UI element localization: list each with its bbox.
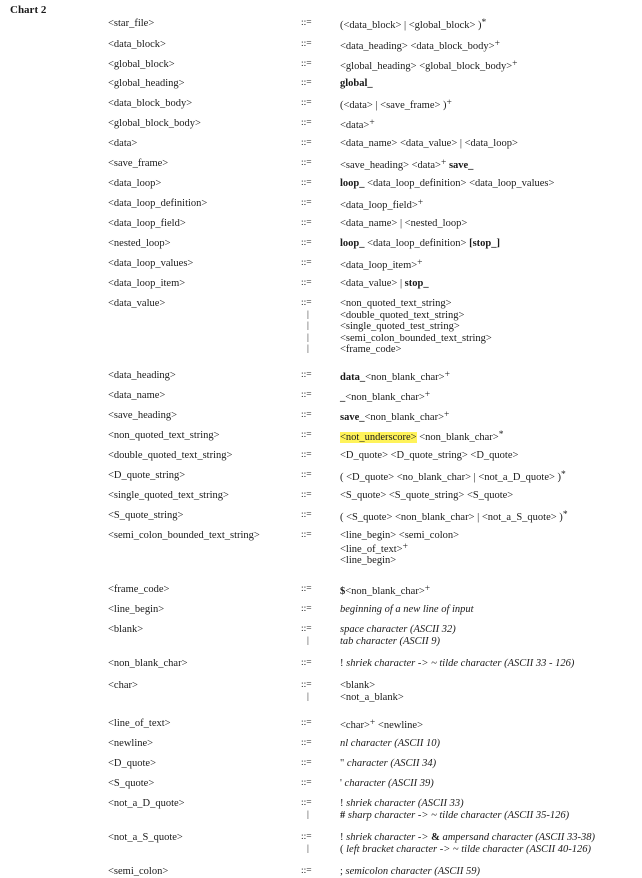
definition-token: <data_loop_definition> <box>364 238 470 249</box>
rule-definition <box>340 118 638 132</box>
definition-token: global_ <box>340 78 373 89</box>
definition-line <box>340 278 638 290</box>
rule-operators <box>301 680 312 703</box>
rule-nonterminal: <D_quote_string> <box>108 470 186 481</box>
definition-operator: ::= <box>301 298 312 308</box>
definition-token: <non_quoted_text_string> <box>340 298 452 309</box>
rule-operators <box>301 39 312 51</box>
definition-operator <box>301 542 312 554</box>
alternative-bar: | <box>307 635 309 646</box>
definition-token: <data_name> | <nested_loop> <box>340 218 468 229</box>
alternative-bar: | <box>307 344 309 355</box>
definition-line <box>340 198 638 212</box>
rule-definition <box>340 298 638 356</box>
rule-operators <box>301 584 312 596</box>
definition-token: shriek character -> <box>346 832 432 843</box>
definition-operator: ::= <box>301 510 312 520</box>
definition-token: <data_heading> <data_block_body> <box>340 41 495 52</box>
definition-token: <data_value> | <box>340 278 405 289</box>
definition-token: <data_loop_item> <box>340 260 418 271</box>
definition-token: <double_quoted_text_string> <box>340 309 465 321</box>
rule-nonterminal: <data_value> <box>108 298 166 309</box>
definition-token: save_ <box>448 160 474 171</box>
rule-definition <box>340 718 638 732</box>
definition-operator: ::= <box>301 78 312 88</box>
definition-operator <box>301 553 312 565</box>
rule-nonterminal: <non_blank_char> <box>108 658 188 669</box>
rule-nonterminal: <non_quoted_text_string> <box>108 430 220 441</box>
definition-line <box>340 178 638 190</box>
definition-line <box>340 238 638 250</box>
definition-line <box>340 344 638 356</box>
definition-token: ampersand character (ASCII 33-38) <box>442 832 595 843</box>
definition-token: _ <box>340 392 346 403</box>
definition-line <box>340 866 638 878</box>
repetition-marker: + <box>402 541 408 552</box>
rule-definition <box>340 832 638 855</box>
repetition-marker: * <box>562 510 568 520</box>
rule-nonterminal: <D_quote> <box>108 758 157 769</box>
definition-line <box>340 450 638 462</box>
definition-operator: ::= <box>301 490 312 500</box>
alternative-bar: | <box>307 843 309 854</box>
definition-token: loop_ <box>340 238 365 249</box>
rule-operators <box>301 410 312 422</box>
definition-line <box>340 410 638 424</box>
rule-operators <box>301 866 312 878</box>
rule-nonterminal: <save_heading> <box>108 410 177 421</box>
definition-line <box>340 310 638 322</box>
repetition-marker: + <box>417 258 423 268</box>
definition-token: <single_quoted_test_string> <box>340 321 460 333</box>
rule-definition <box>340 450 638 462</box>
definition-line <box>340 542 638 556</box>
definition-token: character (ASCII 39) <box>344 778 434 789</box>
repetition-marker: + <box>446 98 452 108</box>
rule-operators <box>301 490 312 502</box>
rule-operators <box>301 78 312 90</box>
definition-line <box>340 321 638 333</box>
definition-token: ! <box>340 658 347 669</box>
rule-operators <box>301 470 312 482</box>
definition-line <box>340 604 638 616</box>
rule-nonterminal: <char> <box>108 680 138 691</box>
definition-line <box>340 510 638 524</box>
rule-operators <box>301 278 312 290</box>
rule-operators <box>301 18 312 30</box>
definition-operator: ::= <box>301 530 312 540</box>
definition-token: <line_of_text> <box>340 543 403 555</box>
rule-operators <box>301 98 312 110</box>
repetition-marker: + <box>440 158 447 168</box>
rule-operators <box>301 658 312 670</box>
rule-operators <box>301 718 312 730</box>
definition-operator: ::= <box>301 39 312 49</box>
rule-nonterminal: <star_file> <box>108 18 155 29</box>
rule-definition <box>340 490 638 502</box>
definition-operator: ::= <box>301 118 312 128</box>
rule-definition <box>340 658 638 670</box>
rule-nonterminal: <data_loop> <box>108 178 162 189</box>
definition-operator: ::= <box>301 278 312 288</box>
definition-token: save_ <box>340 412 365 423</box>
definition-token: beginning of a new line of input <box>340 604 474 615</box>
definition-token: ! <box>340 832 347 843</box>
rule-operators <box>301 798 312 821</box>
definition-token: <global_heading> <global_block_body> <box>340 61 513 72</box>
definition-operator: ::= <box>301 370 312 380</box>
definition-operator: ::= <box>301 218 312 228</box>
rule-definition <box>340 370 638 384</box>
repetition-marker: + <box>512 59 518 69</box>
definition-token: ( <box>340 843 347 855</box>
alternative-bar: | <box>307 332 309 343</box>
definition-operator: ::= <box>301 738 312 748</box>
rule-definition <box>340 138 638 150</box>
definition-operator: ::= <box>301 59 312 69</box>
definition-token: shriek character (ASCII 33) <box>346 798 464 809</box>
definition-token: <D_quote> <D_quote_string> <D_quote> <box>340 450 519 461</box>
definition-line <box>340 810 638 822</box>
definition-token: <data> <box>340 120 370 131</box>
definition-token: [stop_] <box>469 238 501 249</box>
rule-definition <box>340 178 638 190</box>
rule-nonterminal: <single_quoted_text_string> <box>108 490 229 501</box>
rule-operators <box>301 138 312 150</box>
definition-token: <data_loop_field> <box>340 200 418 211</box>
definition-token: <not_a_blank> <box>340 691 404 703</box>
definition-operator: ::= <box>301 624 312 634</box>
rule-operators <box>301 118 312 130</box>
rule-nonterminal: <line_of_text> <box>108 718 171 729</box>
definition-operator: ::= <box>301 450 312 460</box>
definition-token: <newline> <box>375 720 423 731</box>
highlighted-term: <not_underscore> <box>340 432 417 443</box>
repetition-marker: + <box>494 39 500 49</box>
definition-token: <line_begin> <box>340 555 397 567</box>
definition-line <box>340 490 638 502</box>
definition-operator: ::= <box>301 718 312 728</box>
alternative-bar: | <box>307 321 309 332</box>
rule-definition <box>340 584 638 598</box>
definition-operator: ::= <box>301 584 312 594</box>
rule-nonterminal: <data_block_body> <box>108 98 193 109</box>
definition-token: <semi_colon_bounded_text_string> <box>340 332 492 344</box>
definition-token: <line_begin> <semi_colon> <box>340 530 460 541</box>
definition-token: <non_blank_char> <box>364 412 444 423</box>
rule-nonterminal: <global_block> <box>108 59 175 70</box>
definition-token: <S_quote> <S_quote_string> <S_quote> <box>340 490 514 501</box>
repetition-marker: + <box>444 370 450 380</box>
definition-operator: ::= <box>301 604 312 614</box>
chart-title: Chart 2 <box>10 4 47 16</box>
definition-operator: ::= <box>301 138 312 148</box>
definition-line <box>340 692 638 704</box>
definition-token: <data_loop_definition> <data_loop_values> <box>364 178 555 189</box>
rule-operators <box>301 738 312 750</box>
definition-operator: ::= <box>301 178 312 188</box>
rule-operators <box>301 510 312 522</box>
repetition-marker: * <box>481 18 487 28</box>
rule-nonterminal: <S_quote_string> <box>108 510 184 521</box>
definition-line <box>340 658 638 670</box>
rule-definition <box>340 778 638 790</box>
definition-line <box>340 530 638 542</box>
rule-definition <box>340 624 638 647</box>
definition-token: <non_blank_char> <box>345 586 425 597</box>
rule-operators <box>301 390 312 402</box>
definition-line <box>340 158 638 172</box>
rule-nonterminal: <semi_colon_bounded_text_string> <box>108 530 260 541</box>
rule-operators <box>301 158 312 170</box>
definition-line <box>340 624 638 636</box>
definition-line <box>340 584 638 598</box>
rule-definition <box>340 798 638 821</box>
rule-operators <box>301 450 312 462</box>
alternative-bar: | <box>307 309 309 320</box>
definition-line <box>340 680 638 692</box>
definition-line <box>340 718 638 732</box>
rule-definition <box>340 530 638 567</box>
definition-operator: ::= <box>301 658 312 668</box>
rule-definition <box>340 604 638 616</box>
definition-operator: ::= <box>301 470 312 480</box>
definition-line <box>340 470 638 484</box>
rule-nonterminal: <line_begin> <box>108 604 165 615</box>
rule-definition <box>340 410 638 424</box>
definition-line <box>340 18 638 32</box>
rule-operators <box>301 258 312 270</box>
rule-operators <box>301 624 312 647</box>
rule-nonterminal: <not_a_S_quote> <box>108 832 183 843</box>
rule-definition <box>340 258 638 272</box>
definition-operator: ::= <box>301 18 312 28</box>
rule-definition <box>340 758 638 770</box>
definition-token: (<data> | <save_frame> ) <box>340 100 447 111</box>
rule-nonterminal: <global_block_body> <box>108 118 201 129</box>
definition-token: $ <box>340 586 346 597</box>
definition-line <box>340 218 638 230</box>
definition-token: tab character (ASCII 9) <box>340 635 441 647</box>
definition-token: shriek character -> ~ tilde character (ASCII 33 - 126) <box>346 658 575 669</box>
rule-operators <box>301 604 312 616</box>
definition-line <box>340 636 638 648</box>
rule-nonterminal: <data_heading> <box>108 370 176 381</box>
rule-nonterminal: <frame_code> <box>108 584 170 595</box>
rule-definition <box>340 39 638 53</box>
rule-nonterminal: <data_loop_item> <box>108 278 186 289</box>
rule-operators <box>301 430 312 442</box>
definition-operator: ::= <box>301 758 312 768</box>
rule-operators <box>301 370 312 382</box>
rule-operators <box>301 178 312 190</box>
alternative-bar: | <box>307 691 309 702</box>
repetition-marker: * <box>561 470 566 480</box>
rule-definition <box>340 78 638 90</box>
definition-token: sharp character -> ~ tilde character (ASCII 35-126) <box>347 809 570 821</box>
definition-token: data_ <box>340 372 366 383</box>
definition-line <box>340 258 638 272</box>
rule-definition <box>340 866 638 878</box>
definition-token: ( <S_quote> <non_blank_char> | <not_a_S_quote> ) <box>340 512 563 523</box>
definition-operator: ::= <box>301 98 312 108</box>
rule-definition <box>340 738 638 750</box>
rule-definition <box>340 470 638 484</box>
rule-nonterminal: <global_heading> <box>108 78 185 89</box>
definition-line <box>340 39 638 53</box>
definition-token: " <box>340 758 347 769</box>
definition-line <box>340 370 638 384</box>
rule-nonterminal: <data_loop_definition> <box>108 198 208 209</box>
definition-operator: ::= <box>301 198 312 208</box>
definition-token: <blank> <box>340 680 376 691</box>
rule-nonterminal: <semi_colon> <box>108 866 169 877</box>
definition-operator: ::= <box>301 410 312 420</box>
rule-nonterminal: <data> <box>108 138 138 149</box>
rule-nonterminal: <blank> <box>108 624 144 635</box>
definition-line <box>340 78 638 90</box>
rule-definition <box>340 278 638 290</box>
definition-line <box>340 59 638 73</box>
definition-line <box>340 555 638 567</box>
definition-operator: ::= <box>301 832 312 842</box>
definition-token: nl character (ASCII 10) <box>340 738 441 749</box>
rule-nonterminal: <nested_loop> <box>108 238 171 249</box>
rule-definition <box>340 680 638 703</box>
rule-nonterminal: <data_loop_values> <box>108 258 194 269</box>
rule-operators <box>301 778 312 790</box>
rule-operators <box>301 298 312 356</box>
rule-operators <box>301 758 312 770</box>
rule-definition <box>340 158 638 172</box>
definition-token: character (ASCII 34) <box>346 758 437 769</box>
repetition-marker: + <box>369 118 375 128</box>
definition-token: stop_ <box>404 278 429 289</box>
definition-operator: ::= <box>301 390 312 400</box>
definition-line <box>340 430 638 444</box>
definition-operator: ::= <box>301 778 312 788</box>
rule-operators <box>301 238 312 250</box>
definition-token: <non_blank_char> <box>416 432 499 443</box>
rule-nonterminal: <data_block> <box>108 39 166 50</box>
definition-line <box>340 832 638 844</box>
definition-token: ! <box>340 798 347 809</box>
repetition-marker: + <box>424 390 431 400</box>
rule-definition <box>340 390 638 404</box>
definition-token: & <box>431 832 443 843</box>
definition-operator: ::= <box>301 158 312 168</box>
rule-nonterminal: <data_name> <box>108 390 166 401</box>
alternative-bar: | <box>307 809 309 820</box>
definition-operator: ::= <box>301 866 312 876</box>
definition-token: <save_heading> <data> <box>340 160 441 171</box>
definition-token: <non_blank_char> <box>365 372 445 383</box>
definition-token: ; <box>340 866 346 877</box>
definition-operator: ::= <box>301 258 312 268</box>
repetition-marker: + <box>424 584 431 594</box>
rule-definition <box>340 238 638 250</box>
definition-line <box>340 798 638 810</box>
definition-token: <frame_code> <box>340 344 402 356</box>
definition-line <box>340 390 638 404</box>
repetition-marker: * <box>498 430 504 440</box>
definition-token: <data_name> <data_value> | <data_loop> <box>340 138 518 149</box>
definition-token: (<data_block> | <global_block> ) <box>340 20 482 31</box>
repetition-marker: + <box>444 410 450 420</box>
rule-operators <box>301 530 312 565</box>
definition-line <box>340 738 638 750</box>
definition-line <box>340 98 638 112</box>
rule-nonterminal: <save_frame> <box>108 158 169 169</box>
rule-nonterminal: <S_quote> <box>108 778 155 789</box>
rule-definition <box>340 510 638 524</box>
definition-operator: ::= <box>301 680 312 690</box>
rule-operators <box>301 218 312 230</box>
definition-line <box>340 844 638 856</box>
definition-line <box>340 118 638 132</box>
definition-token: space character (ASCII 32) <box>340 624 456 635</box>
definition-line <box>340 758 638 770</box>
rule-operators <box>301 59 312 71</box>
rule-definition <box>340 98 638 112</box>
definition-operator: ::= <box>301 238 312 248</box>
rule-nonterminal: <double_quoted_text_string> <box>108 450 233 461</box>
rule-nonterminal: <not_a_D_quote> <box>108 798 185 809</box>
rule-nonterminal: <newline> <box>108 738 154 749</box>
definition-token: loop_ <box>340 178 365 189</box>
rule-nonterminal: <data_loop_field> <box>108 218 186 229</box>
rule-definition <box>340 198 638 212</box>
definition-operator: ::= <box>301 430 312 440</box>
definition-token: # <box>340 809 348 821</box>
definition-operator: ::= <box>301 798 312 808</box>
repetition-marker: + <box>417 198 424 208</box>
rule-definition <box>340 218 638 230</box>
repetition-marker: + <box>369 718 376 728</box>
rule-definition <box>340 59 638 73</box>
definition-line <box>340 333 638 345</box>
rule-operators <box>301 832 312 855</box>
rule-operators <box>301 198 312 210</box>
definition-line <box>340 298 638 310</box>
definition-token: ' <box>340 778 345 789</box>
definition-line <box>340 778 638 790</box>
rule-definition <box>340 430 638 444</box>
definition-line <box>340 138 638 150</box>
definition-token: <non_blank_char> <box>345 392 425 403</box>
definition-token: ( <D_quote> <no_blank_char> | <not_a_D_quote> ) <box>340 472 562 483</box>
definition-token: left bracket character -> ~ tilde character (ASCII 40-126) <box>346 843 591 855</box>
definition-token: <char> <box>340 720 370 731</box>
definition-token: semicolon character (ASCII 59) <box>345 866 480 877</box>
rule-definition <box>340 18 638 32</box>
